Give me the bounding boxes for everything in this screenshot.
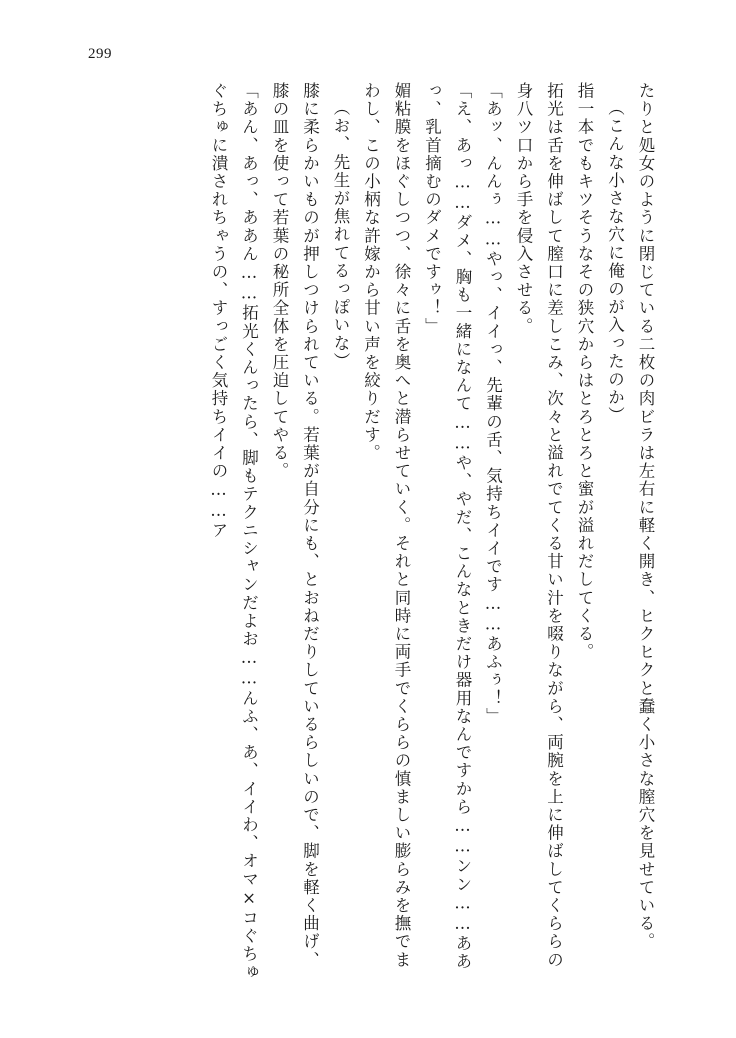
paragraph: 媚粘膜をほぐしつつ、徐々に舌を奥へと潜らせていく。それと同時に両手でくららの慎ましい膨らみを撫でまわし、この小柄な許嫁から甘い声を絞りだす。 — [361, 82, 411, 969]
paragraph: 指一本でもキツそうなその狭穴からはとろとろと蜜が溢れだしてくる。 — [575, 82, 594, 662]
paragraph: 拓光は舌を伸ばして膣口に差しこみ、次々と溢れでてくる甘い汁を啜りながら、両腕を上に伸ばしてくららの身八ツ口から手を侵入させる。 — [514, 82, 564, 969]
paragraph: （こんな小さな穴に俺のが入ったのか） — [605, 98, 625, 425]
page-number: 299 — [88, 46, 112, 62]
paragraph: 「あん、あっ、ああん……拓光くんったら、脚もテクニシャンだよお……んふ、あ、イイわ、オマ×コぐちゅぐちゅに潰されちゃうの、すっごく気持ちイイの……ア — [209, 82, 259, 982]
paragraph: 「え、あっ……ダメ、胸も一緒になんて……や、やだ、こんなときだけ器用なんですから……ンン……ああっ、乳首摘むのダメですゥ！」 — [422, 82, 472, 971]
page-body-text — [60, 82, 660, 982]
paragraph: たりと処女のように閉じている二枚の肉ビラは左右に軽く開き、ヒクヒクと蠢く小さな膣穴を見せている。 — [636, 82, 655, 951]
paragraph: 「あッ、んんぅ……やっ、イイっ、先輩の舌、気持ちイイです……あふぅ！」 — [483, 82, 503, 726]
paragraph: （お、先生が焦れてるっぽいな） — [331, 98, 350, 370]
paragraph: 膝に柔らかいものが押しつけられている。若葉が自分にも、とおねだりしているらしいので、脚を軽く曲げ、膝の皿を使って若葉の秘所全体を圧迫してやる。 — [270, 82, 320, 969]
